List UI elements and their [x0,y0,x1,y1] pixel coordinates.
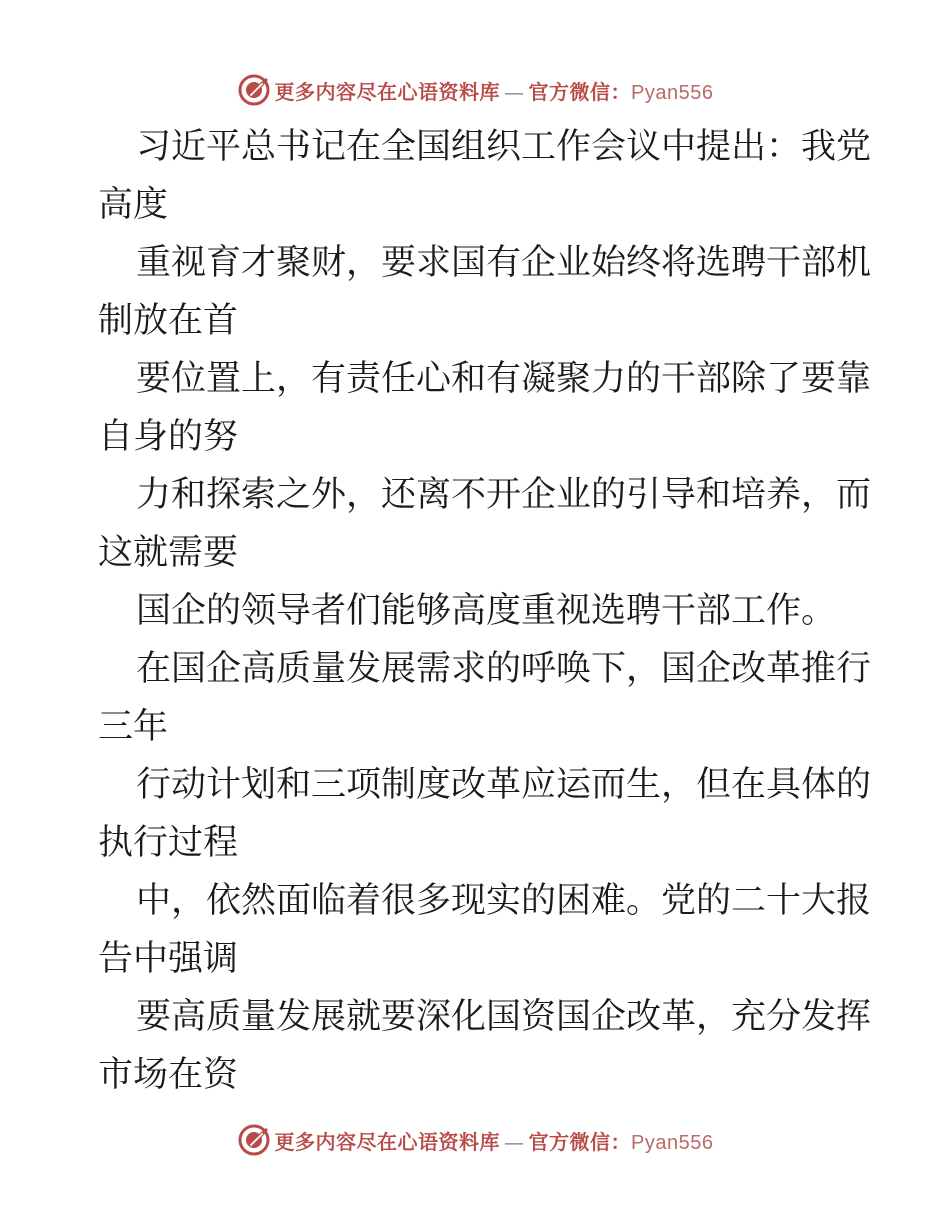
text-line: 要高质量发展就要深化国资国企改革，充分发挥 [136,997,872,1037]
banner-wechat-id: Pyan556 [631,1131,714,1154]
text-line: 三年 [98,707,169,747]
text-line: 告中强调 [98,939,239,979]
banner-separator: — [504,1129,525,1154]
text-line: 行动计划和三项制度改革应运而生，但在具体的 [136,765,872,805]
text-line: 国企的领导者们能够高度重视选聘干部工作。 [136,591,837,631]
footer-banner [0,1120,950,1160]
banner-site-text: 更多内容尽在心语资料库 [274,79,501,104]
text-line: 重视育才聚财，要求国有企业始终将选聘干部机 [136,243,872,283]
banner-official-text: 官方微信： [528,79,632,104]
text-line: 市场在资 [98,1055,239,1095]
banner-separator: — [504,79,525,104]
banner-site-text: 更多内容尽在心语资料库 [274,1129,501,1154]
text-line: 自身的努 [98,417,239,457]
banner-official-text: 官方微信： [528,1129,632,1154]
text-line: 执行过程 [98,823,239,863]
text-line: 在国企高质量发展需求的呼唤下，国企改革推行 [136,649,872,689]
text-line: 力和探索之外，还离不开企业的引导和培养，而 [136,475,872,515]
banner-wechat-id: Pyan556 [631,81,714,104]
text-line: 要位置上，有责任心和有凝聚力的干部除了要靠 [136,359,872,399]
text-line: 中，依然面临着很多现实的困难。党的二十大报 [136,881,872,921]
brand-logo-icon [237,73,271,107]
footer-banner-text [275,1126,714,1155]
text-line: 习近平总书记在全国组织工作会议中提出：我党 [136,127,872,167]
brand-logo-icon [237,1123,271,1157]
text-line: 这就需要 [98,533,239,573]
header-banner [0,70,950,110]
text-line: 制放在首 [98,301,239,341]
document-body [98,118,872,1104]
header-banner-text [275,76,714,105]
text-line: 高度 [98,185,169,225]
